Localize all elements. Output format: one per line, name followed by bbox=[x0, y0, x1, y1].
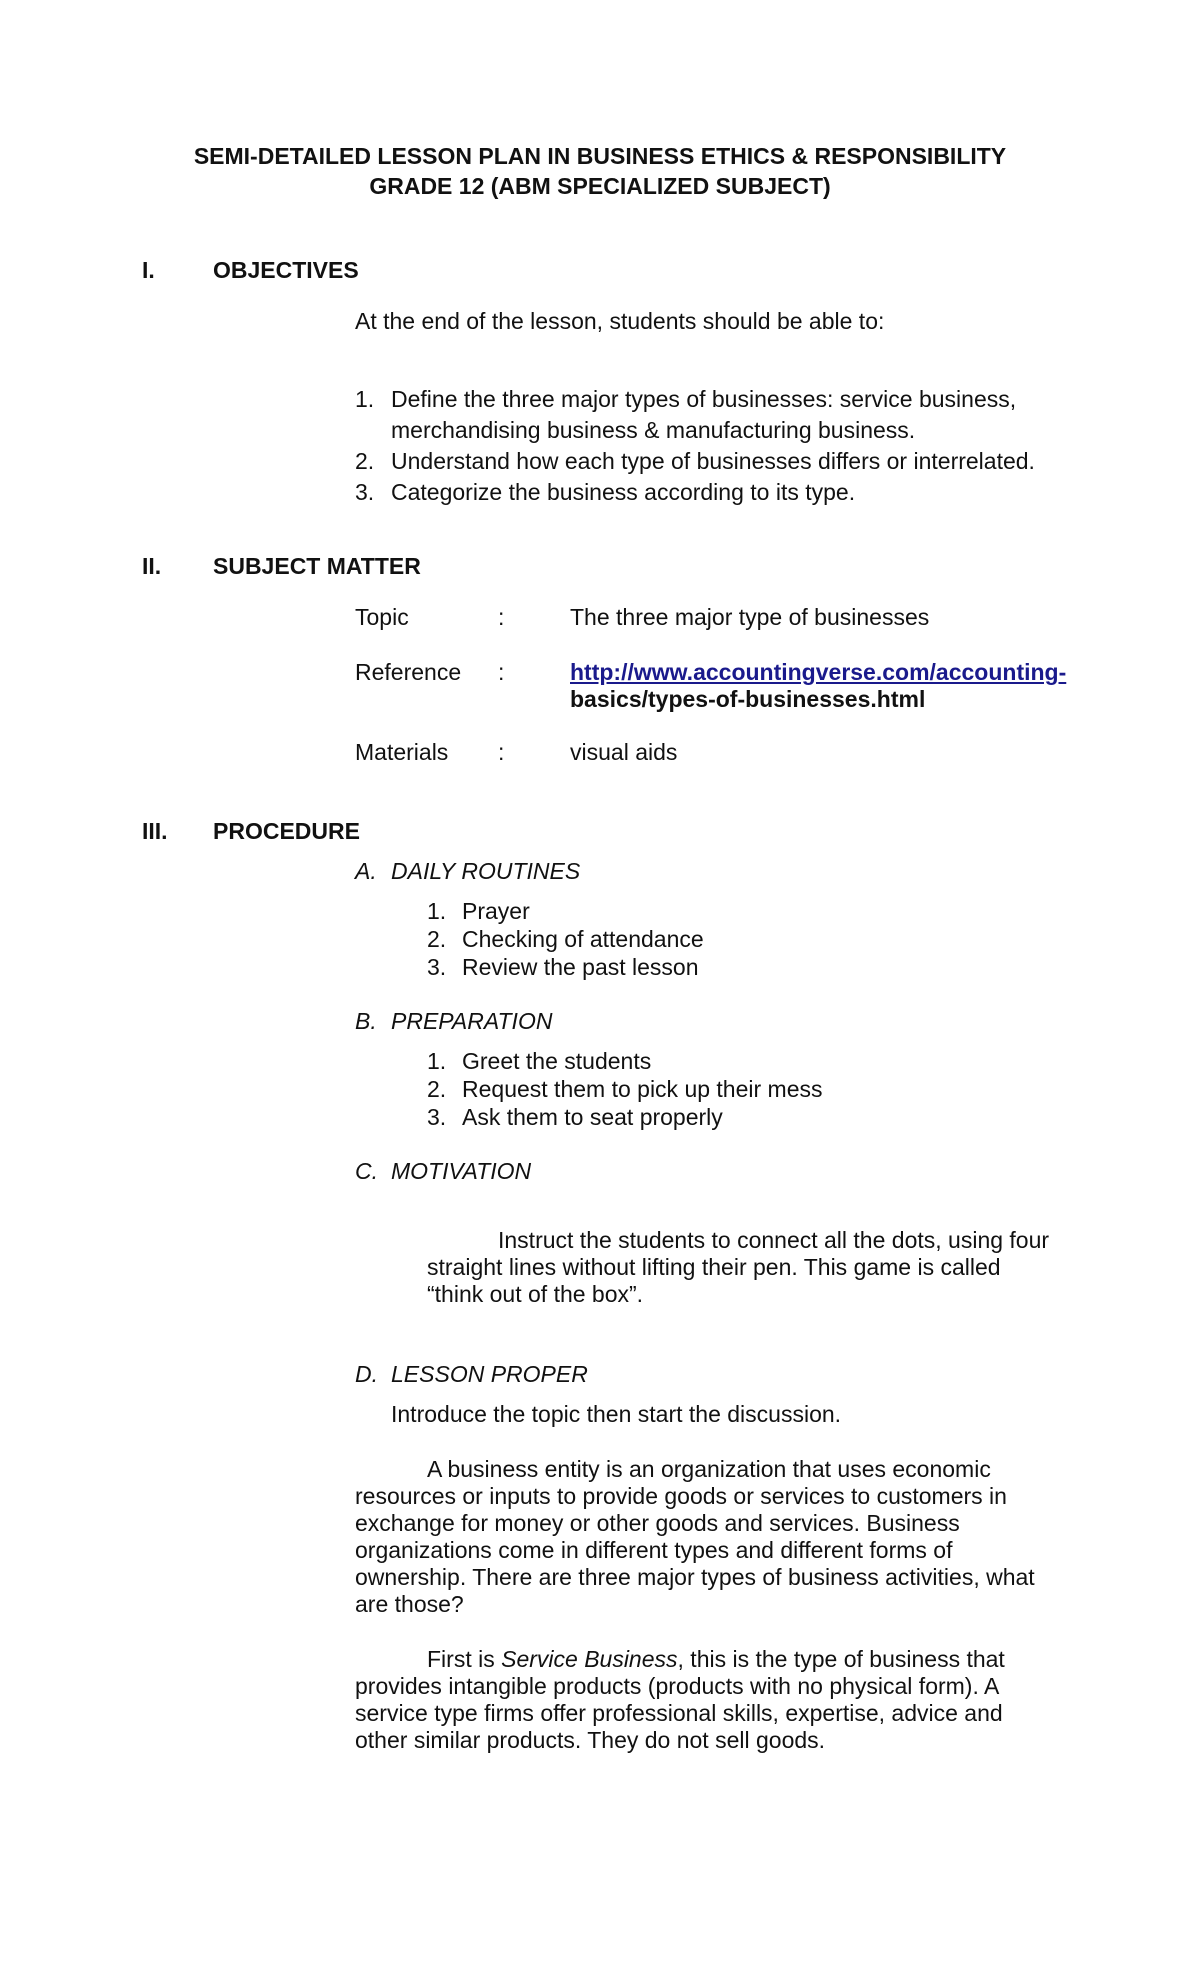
lesson-paragraph-line: A business entity is an organization that uses economic bbox=[427, 1456, 991, 1482]
lesson-paragraph-line bbox=[427, 1645, 1005, 1673]
section-numeral-objectives: I. bbox=[142, 257, 155, 283]
reference-colon: : bbox=[498, 659, 505, 685]
paragraph-text: , this is the type of business that bbox=[677, 1646, 1005, 1672]
lesson-paragraph-line: service type firms offer professional skills, expertise, advice and bbox=[355, 1700, 1003, 1726]
objective-number: 1. bbox=[355, 386, 375, 412]
section-numeral-procedure: III. bbox=[142, 818, 168, 844]
subsection-letter: D. bbox=[355, 1361, 378, 1387]
subsection-letter: C. bbox=[355, 1158, 378, 1184]
materials-value: visual aids bbox=[570, 739, 678, 765]
list-number: 3. bbox=[427, 954, 447, 980]
service-business-term: Service Business bbox=[501, 1646, 678, 1672]
list-item: Checking of attendance bbox=[462, 926, 704, 952]
section-heading-procedure: PROCEDURE bbox=[213, 818, 360, 844]
reference-link-continued: basics/types-of-businesses.html bbox=[570, 686, 926, 712]
materials-colon: : bbox=[498, 739, 505, 765]
subsection-title-motivation: MOTIVATION bbox=[391, 1158, 532, 1184]
lesson-paragraph-line: are those? bbox=[355, 1591, 464, 1617]
materials-label: Materials bbox=[355, 739, 449, 765]
objectives-intro: At the end of the lesson, students should be able to: bbox=[355, 308, 885, 334]
motivation-text: Instruct the students to connect all the dots, using four bbox=[498, 1227, 1050, 1253]
list-number: 2. bbox=[427, 926, 447, 952]
lesson-paragraph-line: ownership. There are three major types of business activities, what bbox=[355, 1564, 1035, 1590]
list-item: Request them to pick up their mess bbox=[462, 1076, 823, 1102]
section-numeral-subject-matter: II. bbox=[142, 553, 162, 579]
objective-item-line: Understand how each type of businesses differs or interrelated. bbox=[391, 448, 1035, 474]
section-heading-objectives: OBJECTIVES bbox=[213, 257, 359, 283]
document-title: SEMI-DETAILED LESSON PLAN IN BUSINESS ETHICS & RESPONSIBILITY bbox=[193, 143, 1007, 169]
document-subtitle: GRADE 12 (ABM SPECIALIZED SUBJECT) bbox=[369, 173, 831, 199]
reference-link[interactable]: http://www.accountingverse.com/accounting- bbox=[570, 659, 1067, 685]
list-number: 2. bbox=[427, 1076, 447, 1102]
objective-item-line: Categorize the business according to its type. bbox=[391, 479, 856, 505]
list-item: Greet the students bbox=[462, 1048, 652, 1074]
list-number: 3. bbox=[427, 1104, 447, 1130]
paragraph-text: First is bbox=[427, 1646, 502, 1672]
topic-value: The three major type of businesses bbox=[570, 604, 930, 630]
reference-label: Reference bbox=[355, 659, 462, 685]
list-item: Ask them to seat properly bbox=[462, 1104, 723, 1130]
subsection-letter: A. bbox=[355, 858, 377, 884]
subsection-title-preparation: PREPARATION bbox=[391, 1008, 553, 1034]
subsection-letter: B. bbox=[355, 1008, 377, 1034]
topic-colon: : bbox=[498, 604, 505, 630]
lesson-paragraph-line: resources or inputs to provide goods or services to customers in bbox=[355, 1483, 1007, 1509]
list-number: 1. bbox=[427, 1048, 447, 1074]
lesson-paragraph-line: organizations come in different types and different forms of bbox=[355, 1537, 953, 1563]
topic-label: Topic bbox=[355, 604, 409, 630]
motivation-text: “think out of the box”. bbox=[427, 1281, 644, 1307]
motivation-text: straight lines without lifting their pen. This game is called bbox=[427, 1254, 1001, 1280]
lesson-paragraph-line: provides intangible products (products with no physical form). A bbox=[355, 1673, 1000, 1699]
lesson-paragraph-line: other similar products. They do not sell goods. bbox=[355, 1727, 826, 1753]
subsection-title-daily-routines: DAILY ROUTINES bbox=[391, 858, 581, 884]
section-heading-subject-matter: SUBJECT MATTER bbox=[213, 553, 421, 579]
objective-number: 2. bbox=[355, 448, 375, 474]
subsection-title-lesson-proper: LESSON PROPER bbox=[391, 1361, 588, 1387]
lesson-intro: Introduce the topic then start the discussion. bbox=[391, 1401, 842, 1427]
list-item: Prayer bbox=[462, 898, 530, 924]
objective-number: 3. bbox=[355, 479, 375, 505]
list-number: 1. bbox=[427, 898, 447, 924]
objective-item-line: Define the three major types of businesses: service business, bbox=[391, 386, 1017, 412]
lesson-paragraph-line: exchange for money or other goods and services. Business bbox=[355, 1510, 960, 1536]
objective-item-line: merchandising business & manufacturing business. bbox=[391, 417, 916, 443]
list-item: Review the past lesson bbox=[462, 954, 699, 980]
